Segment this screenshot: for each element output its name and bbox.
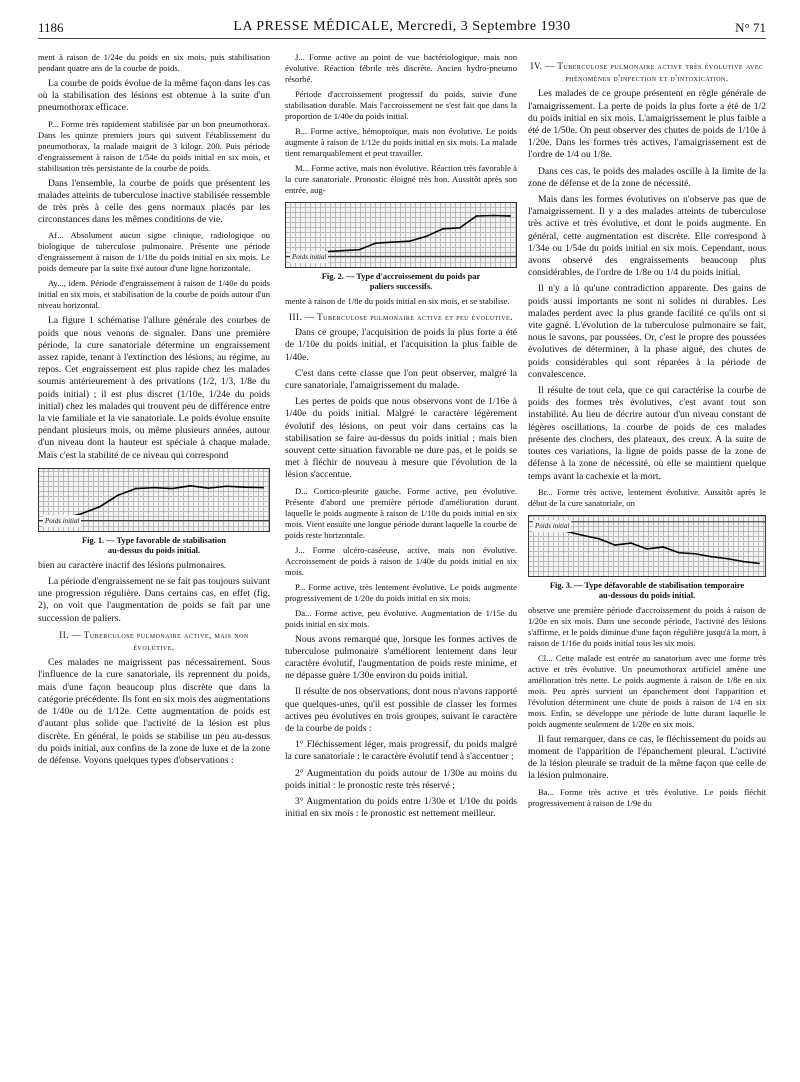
case-note: observe une première période d'accroissement du poids à raison de 1/20e en six mois. Dans une seconde période, l'activité des lésions s'affirme, et le poids diminue d'une façon régulière jusqu'à la mort, à raison de 1/16e du poids initial tous les six mois. [528, 604, 766, 648]
page-number: 1186 [38, 20, 64, 35]
data-point [630, 542, 632, 544]
data-point [678, 552, 680, 554]
figure-1-caption-line2: au-dessus du poids initial. [107, 545, 201, 555]
data-point [135, 488, 137, 490]
issue-number: N° 71 [735, 20, 766, 35]
paragraph: Les malades de ce groupe présentent en règle générale de l'amaigrissement. La perte de poids la plus forte a été de 1/2 du poids initial en six mois. L'amaigrissement le plus faible a été de 1/50e. On peut observer des chutes de poids de 1/10e à 1/20e. Dans les formes très actives, l'amaigrissement est de l'ordre de 1/4 ou 1/8e. [528, 88, 766, 161]
data-point [226, 485, 228, 487]
data-point [662, 546, 664, 548]
paragraph: Dans ces cas, le poids des malades oscille à la limite de la zone de défense et de la zone de nécessité. [528, 165, 766, 189]
data-point [694, 553, 696, 555]
case-note: Da... Forme active, peu évolutive. Augmentation de 1/15e du poids initial en six mois. [285, 607, 517, 629]
figure-3-caption-line2: au-dessous du poids initial. [598, 590, 696, 600]
figure-2-caption-line1: Fig. 2. — Type d'accroissement du poids par [321, 272, 481, 281]
paragraph: La figure 1 schématise l'allure générale des courbes de poids que nous venons de signaler. Dans une première période, la cure sanatoriale détermine un engraissement assez rapide, tenant à l'extinction des lésions, au régime, au repos. Cet engraissement est plus rapide chez les malades soumis antérieurement à des privations (1/2, 1/3, 1/8e du poids initial) ; il est plus discret (1/10e, 1/24e du poids initial) chez les malades qui trouvent peu de différence entre la vie familiale et la vie sanatoriale. Le poids évolue ensuite pendant plusieurs mois, ou même plusieurs années, autour d'un niveau dont la hauteur est spéciale à chaque malade. Mais c'est la stabilité de ce niveau qui correspond [38, 315, 270, 461]
figure-1-chart [38, 468, 270, 532]
data-point [189, 485, 191, 487]
figure-1 [38, 468, 270, 556]
case-note: P... Forme active, très lentement évolutive. Le poids augmente progressivement de 1/20e du poids initial en six mois. [285, 581, 517, 603]
figure-2-chart [285, 202, 517, 268]
data-point [425, 236, 427, 238]
case-note: Af... Absolument aucun signe clinique, radiologique ou biologique de tuberculose pulmonaire. Présente une période d'engraissement à raison de 1/18e du poids initial en six mois. Le poids demeure par la suite fixé autour d'une ligne horizontale. [38, 230, 270, 274]
data-point [509, 215, 511, 217]
data-point [244, 486, 246, 488]
figure-2-baseline-label: Poids initial [290, 251, 328, 263]
paragraph: Dans ce groupe, l'acquisition de poids la plus forte a été de 1/10e du poids initial, et l'acquisition la plus faible de 1/40e. [285, 327, 517, 363]
case-note: J... Forme ulcéro-caséeuse, active, mais non évolutive. Accroissement de poids à raison de 1/40e du poids initial en six mois. [285, 544, 517, 577]
list-item: 1° Fléchissement léger, mais progressif, du poids malgré la cure sanatoriale : le caractère évolutif tend à s'accentuer ; [285, 739, 517, 763]
case-note: Br... Forme très active, lentement évolutive. Aussitôt après le début de la cure sanatoriale, on [528, 486, 766, 508]
data-point [476, 215, 478, 217]
section-heading-4: IV. — Tuberculose pulmonaire active très évolutive avec phénomènes d'infection et d'intoxication. [530, 61, 764, 84]
data-point [341, 250, 343, 252]
paragraph: La période d'engraissement ne se fait pas toujours suivant une progression régulière. Dans certains cas, en effet (fig. 2), on voit que l'augmentation de poids se fait par une succession de paliers. [38, 576, 270, 624]
data-point [208, 487, 210, 489]
paragraph: Ces malades ne maigrissent pas nécessairement. Sous l'influence de la cure sanatoriale, ils reprennent du poids, mais d'une façon beaucoup plus discrète que dans la catégorie précédente. Ils font en six mois des augmentations de 1/40e ou de 1/12e. Cette augmentation de poids est d'autant plus solide que l'activité de la lésion est plus discrète. En général, le poids se stabilise un peu au-dessus du poids initial, aux confins de la zone de luxe et de la zone de défense. Voyons quelques types d'observations : [38, 657, 270, 766]
paragraph: La courbe de poids évolue de la même façon dans les cas où la stabilisation des lésions est obtenue à la suite d'un pneumothorax efficace. [38, 78, 270, 114]
data-point [459, 227, 461, 229]
data-point [392, 241, 394, 243]
figure-1-caption-line1: Fig. 1. — Type favorable de stabilisation [82, 535, 226, 545]
case-note: J... Forme active au point de vue bactériologique, mais non évolutive. Réaction fébrile très discrète. Ancien hydro-pneumo résorbé. [285, 52, 517, 84]
case-note: Ay..., idem. Période d'engraissement à raison de 1/40e du poids initial en six mois, et stabilisation de la courbe de poids autour d'un niveau horizontal. [38, 278, 270, 311]
data-point [598, 538, 600, 540]
paragraph: Il faut remarquer, dans ce cas, le fléchissement du poids au moment de l'apparition de l'épanchement pleural. L'activité de la lésion pleurale se traduit de la même façon que celle de la lésion pulmonaire. [528, 733, 766, 782]
figure-1-caption [38, 536, 270, 556]
data-point [742, 560, 744, 562]
figure-2 [285, 202, 517, 292]
list-item: 3° Augmentation du poids entre 1/30e et 1/10e du poids initial en six mois : le pronostic est nettement meilleur. [285, 796, 517, 820]
figure-2-caption-line2: paliers successifs. [369, 282, 433, 291]
data-point [614, 544, 616, 546]
data-point [358, 249, 360, 251]
data-point [117, 494, 119, 496]
figure-3-caption [528, 581, 766, 601]
column-3 [528, 52, 766, 813]
figure-3-caption-line1: Fig. 3. — Type défavorable de stabilisation temporaire [549, 580, 745, 590]
paragraph: Il n'y a là qu'une contradiction apparente. Des gains de poids aussi importants ne sont ni solides ni durables. Les malades perdent avec la plus grande facilité ce qu'ils ont si vite gagné. L'évolution de la tuberculose pulmonaire se fait, nous le savons, par poussées. Or, c'est le propre des poussées évolutives de déterminer, à la phase aiguë, des chutes de poids considérables qui sont réparées à la période de convalescence. [528, 283, 766, 380]
column-1 [38, 52, 270, 771]
case-note: D... Cortico-pleurite gauche. Forme active, peu évolutive. Présente d'abord une première période d'amélioration durant laquelle le poids augmente à raison de 1/10e du poids initial en six mois. Vient ensuite une longue période durant laquelle la courbe de poids reste horizontale. [285, 485, 517, 540]
case-note: mente à raison de 1/8e du poids initial en six mois, et se stabilise. [285, 296, 510, 306]
data-point [408, 240, 410, 242]
data-point [171, 488, 173, 490]
data-point [442, 228, 444, 230]
case-note: M... Forme active, mais non évolutive. Réaction très favorable à la cure sanatoriale. Pronostic éloigné très bon. Aussitôt après son entrée, aug- [285, 163, 517, 195]
data-point [758, 562, 760, 564]
figure-1-baseline-label: Poids initial [43, 515, 81, 527]
data-point [710, 555, 712, 557]
page-header [38, 16, 766, 39]
section-heading-2: II. — Tuberculose pulmonaire active, mais non évolutive. [59, 629, 249, 653]
data-point [153, 487, 155, 489]
case-note: Période d'accroissement progressif du poids, suivie d'une stabilisation durable. Mais l'accroissement ne s'est fait que dans la proportion de 1/40e du poids initial. [285, 89, 517, 121]
data-point [646, 548, 648, 550]
data-point [582, 534, 584, 536]
case-note: Ba... Forme très active et très évolutive. Le poids fléchit progressivement à raison de 1/9e du [528, 786, 766, 808]
paragraph: Nous avons remarqué que, lorsque les formes actives de tuberculose pulmonaire s'améliorent lentement dans leur caractère évolutif, l'augmentation de poids reste minime, et ne dépasse guère 1/30e environ du poids initial. [285, 633, 517, 682]
paragraph: ment à raison de 1/24e du poids en six mois, puis stabilisation pendant quatre ans de la courbe de poids. [38, 52, 270, 73]
paragraph: Mais dans les formes évolutives on n'observe pas que de l'amaigrissement. Il y a des malades atteints de tuberculose très active et très évolutive, et dont le poids augmente. En général, cette augmentation est discrète. Elle correspond à 1/34e ou 1/54e du poids initial en six mois. Cependant, nous avons observé des engraissements beaucoup plus considérables, de l'ordre de 1/8e ou 1/4 du poids initial. [528, 194, 766, 279]
paragraph: Dans l'ensemble, la courbe de poids que présentent les malades atteints de tuberculose inactive stabilisée ressemble de très près à celle des gens normaux placés par les circonstances dans les mêmes conditions de vie. [38, 177, 270, 226]
figure-3 [528, 515, 766, 601]
paragraph: bien au caractère inactif des lésions pulmonaires. [38, 559, 227, 571]
column-2 [285, 52, 517, 824]
journal-title: LA PRESSE MÉDICALE, Mercredi, 3 Septembre 1930 [233, 19, 571, 34]
paragraph: C'est dans cette classe que l'on peut observer, malgré la cure sanatoriale, l'amaigrissement du malade. [285, 367, 517, 392]
case-note: B... Forme active, hémoptoïque, mais non évolutive. Le poids augmente à raison de 1/12e du poids initial en six mois. La malade tient remarquablement et peut travailler. [285, 126, 517, 158]
paragraph: Il résulte de tout cela, que ce qui caractérise la courbe de poids des formes très évolutives, c'est avant tout son instabilité. Au lieu de décrire autour d'un niveau constant de légères oscillations, la courbe de poids de ces malades présente des clochers, des plateaux, des creux. A la suite de toutes ces variations, la ligne de poids passe de la zone de défense à la zone de nécessité, où elle se maintient quelque temps avant la cachexie et la mort. [528, 385, 766, 482]
case-note: P... Forme très rapidement stabilisée par un bon pneumothorax. Dans les quinze premiers jours qui suivent l'établissement du pneumothorax, la malade maigrit de 3 kilogr. 200. Puis période d'engraissement à raison de 1/54e du poids initial en six mois, et stabilisation très persistante de la courbe de poids. [38, 118, 270, 173]
case-note: Cl... Cette malade est entrée au sanatorium avec une forme très active et très évolutive. Un pneumothorax artificiel amène une amélioration très nette. Le poids augmente à raison de 1/8e en six mois. Peu après survient un épanchement dont l'apparition et l'évolution déterminent une chute de poids à raison de 1/4 en six mois. Enfin, se développe une période de lutte durant laquelle le poids augmente seulement de 1/20e en six mois. [528, 652, 766, 729]
paragraph: Les pertes de poids que nous observons vont de 1/16e à 1/40e du poids initial. Malgré le caractère légèrement évolutif des lésions, on peut voir dans certains cas la stabilisation se faire au-dessus du poids initial ; mais bien souvent cette situation favorable ne dure pas, et le poids se met à fléchir de nouveau à mesure que l'évolution de la lésion s'accentue. [285, 396, 517, 481]
data-point [262, 487, 264, 489]
list-item: 2° Augmentation du poids autour de 1/30e au moins du poids initial : le pronostic reste très réservé ; [285, 767, 517, 791]
section-heading-3: III. — Tuberculose pulmonaire active et peu évolutive. [289, 312, 513, 322]
data-point [726, 557, 728, 559]
figure-3-baseline-label: Poids initial [533, 520, 571, 532]
data-point [492, 215, 494, 217]
paragraph: Il résulte de nos observations, dont nous n'avons rapporté que quelques-unes, qu'il est possible de classer les formes actives peu évolutives en trois groupes, suivant le caractère de la courbe de poids : [285, 686, 517, 735]
data-point [99, 506, 101, 508]
data-point [375, 242, 377, 244]
figure-3-chart [528, 515, 766, 577]
figure-2-caption [285, 272, 517, 292]
